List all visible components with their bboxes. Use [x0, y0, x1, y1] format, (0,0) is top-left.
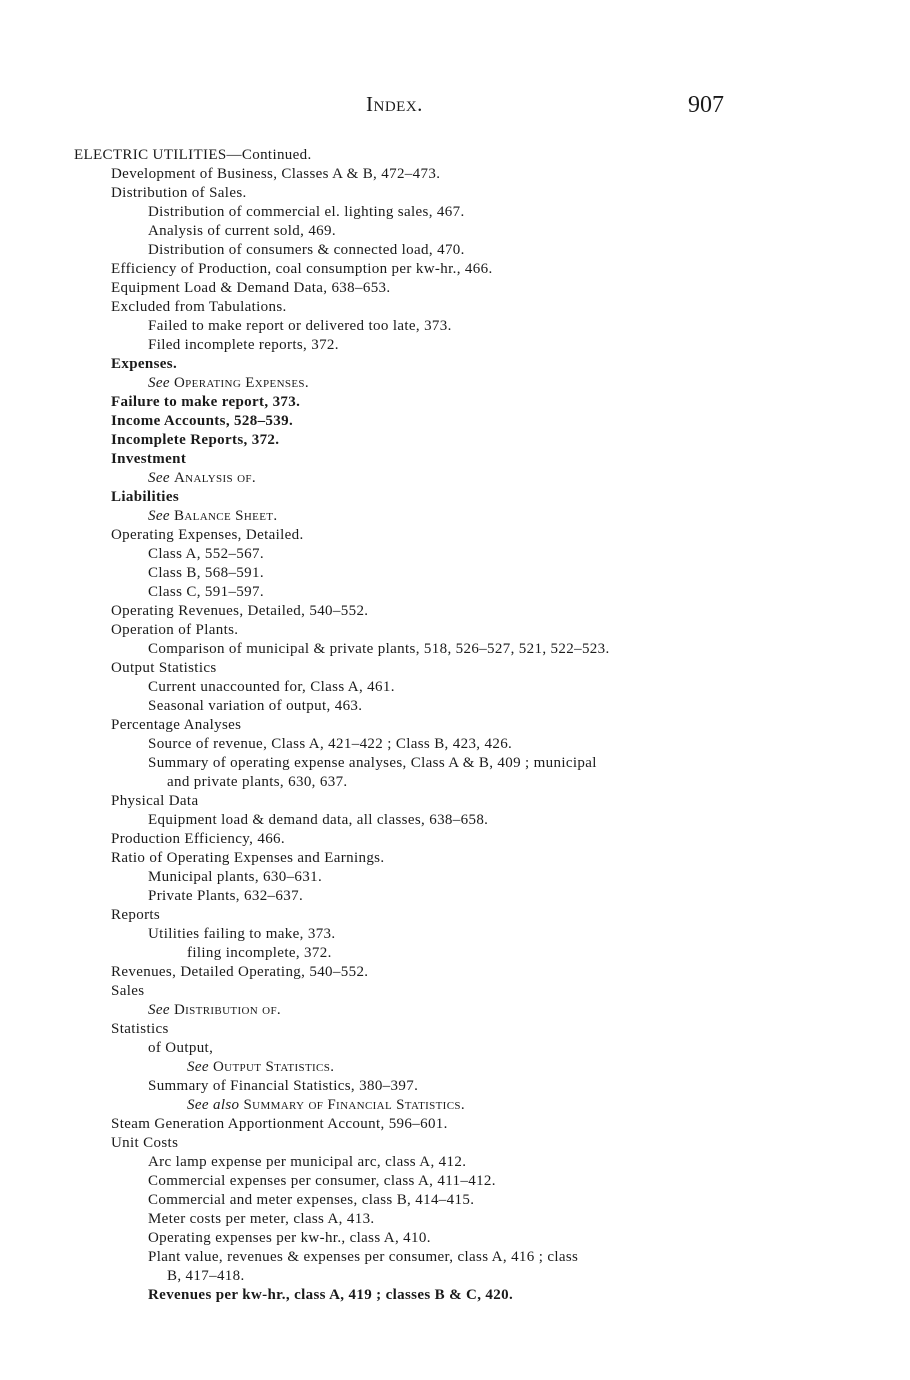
index-subentry: Failed to make report or delivered too late, 373.: [148, 318, 452, 334]
index-entry: Sales: [111, 983, 145, 999]
index-cross-reference: [0, 469, 910, 488]
index-entry: Equipment Load & Demand Data, 638–653.: [111, 280, 391, 296]
index-cross-reference: [0, 507, 910, 526]
index-subentry: filing incomplete, 372.: [187, 945, 332, 961]
index-subentry: Meter costs per meter, class A, 413.: [148, 1211, 375, 1227]
index-entry: Operating Revenues, Detailed, 540–552.: [111, 603, 369, 619]
index-cross-reference: [0, 374, 910, 393]
page-number: 907: [688, 92, 724, 118]
index-subentry: Seasonal variation of output, 463.: [148, 698, 363, 714]
index-cross-reference: [0, 1001, 910, 1020]
see-label: See: [148, 1002, 170, 1018]
index-subentry: Plant value, revenues & expenses per consumer, class A, 416 ; class: [148, 1249, 579, 1265]
index-entry: Efficiency of Production, coal consumption per kw-hr., 466.: [111, 261, 493, 277]
index-entry: Output Statistics: [111, 660, 217, 676]
see-label: See: [187, 1059, 209, 1075]
index-entry: Income Accounts, 528–539.: [111, 413, 294, 429]
index-entry: Liabilities: [111, 489, 180, 505]
index-entry: Operation of Plants.: [111, 622, 239, 638]
index-entry: Development of Business, Classes A & B, 472–473.: [111, 166, 441, 182]
index-entry: Distribution of Sales.: [111, 185, 247, 201]
see-target: Output Statistics.: [212, 1059, 335, 1075]
index-subentry: Source of revenue, Class A, 421–422 ; Class B, 423, 426.: [148, 736, 513, 752]
index-entry: Excluded from Tabulations.: [111, 299, 287, 315]
index-subentry: Class C, 591–597.: [148, 584, 264, 600]
index-cross-reference: [0, 1096, 910, 1115]
index-entry: Percentage Analyses: [111, 717, 242, 733]
index-entry: Revenues, Detailed Operating, 540–552.: [111, 964, 369, 980]
index-subentry: Current unaccounted for, Class A, 461.: [148, 679, 395, 695]
index-subentry: Operating expenses per kw-hr., class A, 410.: [148, 1230, 431, 1246]
index-subentry-continuation: B, 417–418.: [167, 1268, 245, 1284]
index-subentry: Comparison of municipal & private plants, 518, 526–527, 521, 522–523.: [148, 641, 610, 657]
see-label: See: [148, 508, 170, 524]
index-entry: Incomplete Reports, 372.: [111, 432, 280, 448]
index-entry: Expenses.: [111, 356, 178, 372]
index-entry: Failure to make report, 373.: [111, 394, 301, 410]
index-entry: Statistics: [111, 1021, 169, 1037]
index-subentry: Summary of operating expense analyses, Class A & B, 409 ; municipal: [148, 755, 597, 771]
index-subentry: Commercial and meter expenses, class B, 414–415.: [148, 1192, 475, 1208]
index-subentry: Municipal plants, 630–631.: [148, 869, 323, 885]
index-subentry: Utilities failing to make, 373.: [148, 926, 336, 942]
index-subentry: Class A, 552–567.: [148, 546, 264, 562]
see-label: See: [148, 375, 170, 391]
page-header-title: Index.: [366, 92, 423, 116]
see-also-label: See also: [187, 1097, 240, 1113]
index-entry: Investment: [111, 451, 187, 467]
index-entry: Operating Expenses, Detailed.: [111, 527, 304, 543]
index-entry: Reports: [111, 907, 161, 923]
index-entry: Steam Generation Apportionment Account, 596–601.: [111, 1116, 448, 1132]
index-subentry: Equipment load & demand data, all classes, 638–658.: [148, 812, 489, 828]
index-subentry: Distribution of consumers & connected load, 470.: [148, 242, 465, 258]
index-subentry: Revenues per kw-hr., class A, 419 ; classes B & C, 420.: [148, 1287, 514, 1303]
see-target: Summary of Financial Statistics.: [243, 1097, 465, 1113]
index-subentry: Class B, 568–591.: [148, 565, 264, 581]
see-target: Operating Expenses.: [173, 375, 309, 391]
index-subentry-continuation: and private plants, 630, 637.: [167, 774, 348, 790]
see-target: Balance Sheet.: [173, 508, 278, 524]
index-entry: Ratio of Operating Expenses and Earnings.: [111, 850, 385, 866]
index-entry: Unit Costs: [111, 1135, 179, 1151]
index-entry: Production Efficiency, 466.: [111, 831, 285, 847]
index-subentry: Analysis of current sold, 469.: [148, 223, 336, 239]
index-heading: ELECTRIC UTILITIES—Continued.: [74, 147, 312, 163]
index-entries: [0, 146, 910, 1305]
index-subentry: of Output,: [148, 1040, 214, 1056]
index-subentry: Private Plants, 632–637.: [148, 888, 304, 904]
index-subentry: Filed incomplete reports, 372.: [148, 337, 339, 353]
see-label: See: [148, 470, 170, 486]
index-subentry: Arc lamp expense per municipal arc, class A, 412.: [148, 1154, 467, 1170]
index-subentry: Distribution of commercial el. lighting sales, 467.: [148, 204, 465, 220]
index-subentry: Commercial expenses per consumer, class A, 411–412.: [148, 1173, 496, 1189]
index-cross-reference: [0, 1058, 910, 1077]
see-target: Distribution of.: [173, 1002, 282, 1018]
index-entry: Physical Data: [111, 793, 199, 809]
index-subentry: Summary of Financial Statistics, 380–397.: [148, 1078, 419, 1094]
see-target: Analysis of.: [173, 470, 256, 486]
